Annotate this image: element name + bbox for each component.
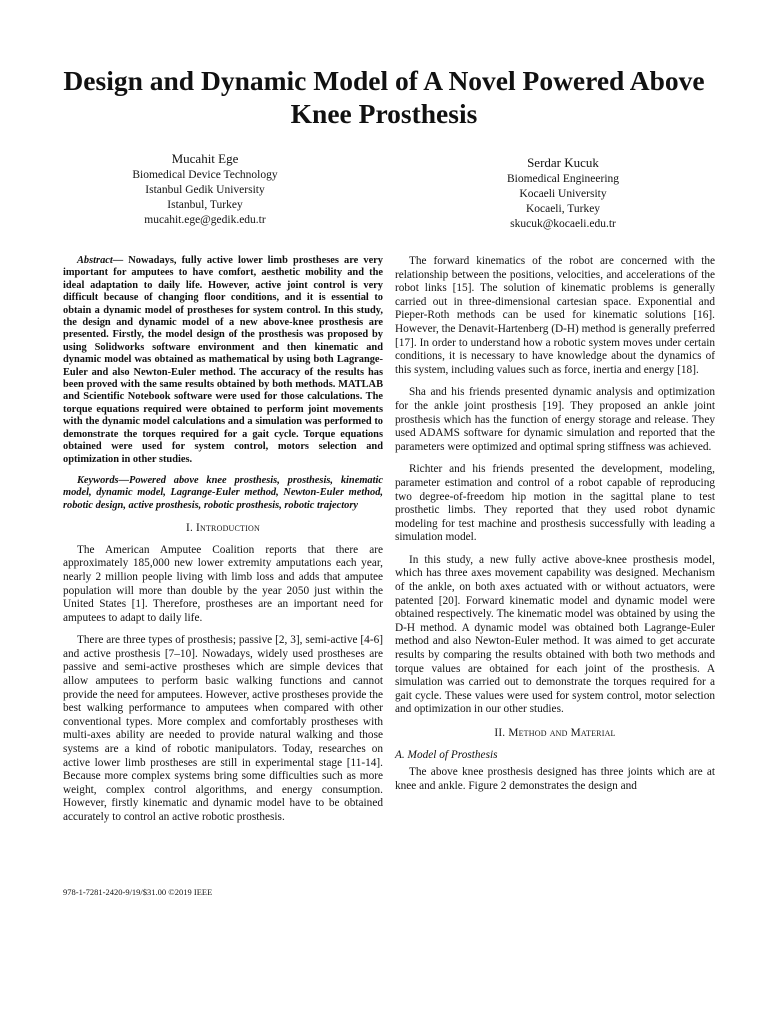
- paragraph: In this study, a new fully active above-knee prosthesis model, which has three axes movement capability was designed. Mechanism of the ankle, on both axes actuated with or without actuators, were patented [20]. Forward kinematic model and dynamic model were obtained respectively. The kinematic model was obtained by using the D-H method. A dynamic model was obtained both Lagrange-Euler method and also Newton-Euler method. It was aimed to get accurate results by comparing the results obtained with both two methods and torque values are obtained for each joint of the prosthesis. A simulation was carried out to demonstrate the torques required for a gait cycle. These values were used for system control, motor selection and optimization in our other studies.: [395, 553, 715, 716]
- section-heading-method: II. Method and Material: [494, 727, 616, 739]
- section-heading-introduction: I. Introduction: [186, 522, 260, 535]
- author-department: Biomedical Engineering: [506, 173, 620, 185]
- author-block-1: [100, 150, 310, 228]
- paragraph: The above knee prosthesis designed has three joints which are at knee and ankle. Figure 2 demonstrates the design and: [395, 766, 715, 792]
- paragraph: Richter and his friends presented the development, modeling, parameter estimation and control of a robot capable of reproducing two degree-of-freedom hip motion in the sagittal plane to test prosthetic limbs. They reported that they used robot dynamic modeling for test machine and prosthesis successfully with leading a simulation model.: [395, 463, 715, 544]
- keywords-text: —Powered above knee prosthesis, prosthesis, kinematic model, dynamic model, Lagrange-Euler method, Newton-Euler method, robotic design, active prosthesis, robotic prosthesis, robotic trajectory: [63, 474, 383, 511]
- copyright-footer: 978-1-7281-2420-9/19/$31.00 ©2019 IEEE: [63, 887, 213, 897]
- author-name: Serdar Kucuk: [527, 155, 599, 170]
- right-column: [395, 255, 715, 802]
- abstract-lead: Abstract: [77, 255, 113, 266]
- subsection-heading: A. Model of Prosthesis: [395, 748, 498, 761]
- author-institution: Kocaeli University: [519, 188, 607, 200]
- paragraph: There are three types of prosthesis; passive [2, 3], semi-active [4-6] and active prosthesis [7–10]. Nowadays, widely used prostheses are passive and semi-active prostheses which are simple devices that allow amputees to perform basic walking functions and cannot provide the need for amputees. However, active prostheses provide the best walking performance to amputees when compared with other conventional types. More complex and comfortably prostheses with multi-axes ability are needed to provide natural walking and those systems are a kind of robotic manipulators. Today, researches on active lower limb prostheses are still in experimental stage [11-14]. Because more complex systems bring some difficulties such as more weight, complex control algorithms, and energy consumption. However, firstly kinematic and dynamic model have to be obtained accurately to control an active robotic prosthesis.: [63, 634, 383, 823]
- paragraph: The American Amputee Coalition reports that there are approximately 185,000 new lower extremity amputations each year, nearly 2 million people living with limb loss and adds that amputee population will more than double by the year 2050 just within the United States [1]. Therefore, prostheses are an important need for amputees to adapt to daily life.: [63, 543, 383, 624]
- abstract-text: Nowadays, fully active lower limb prostheses are very important for amputees to have comfort, aesthetic mobility and the ideal adaptation to daily life. However, active joint control is very difficult because of changing floor conditions, and it is essential to obtain a dynamic model of prostheses for system control. In this study, the design and dynamic model of a new above-knee prosthesis are presented. Firstly, the model design of the prosthesis was proposed by using Solidworks software environment and then kinematic and dynamic model was obtained as mathematical by using both Lagrange-Euler and also Newton-Euler method. The accuracy of the results has been proved with the same results obtained by both methods. MATLAB and Scientific Notebook software were used for those calculations. The torque equations required were obtained to perform joint movements with the dynamic model calculations and a simulation was performed to demonstrate the torques required for a gait cycle. Torque equations obtained were used for system control, motors selection and optimization in other studies.: [63, 255, 383, 465]
- paper-title: Design and Dynamic Model of A Novel Powered Above Knee Prosthesis: [63, 65, 705, 129]
- keywords-lead: Keywords: [77, 474, 119, 486]
- paragraph: Sha and his friends presented dynamic analysis and optimization for the ankle joint prosthesis [19]. They proposed an ankle joint prosthesis which has the function of energy storage and release. They used ADAMS software for dynamic simulation and reported that the parameters were optimized and optimal spring stiffness was achieved.: [395, 386, 715, 453]
- abstract-dash: —: [112, 255, 129, 266]
- author-department: Biomedical Device Technology: [132, 169, 278, 181]
- author-location: Istanbul, Turkey: [167, 199, 243, 211]
- author-location: Kocaeli, Turkey: [525, 203, 601, 215]
- author-email: skucuk@kocaeli.edu.tr: [510, 218, 616, 230]
- author-name: Mucahit Ege: [171, 151, 239, 166]
- keywords: [63, 475, 383, 512]
- author-institution: Istanbul Gedik University: [145, 184, 265, 196]
- paragraph: The forward kinematics of the robot are concerned with the relationship between the positions, velocities, and accelerations of the robot links [15]. The solution of kinematic problems is generally carried out in three-dimensional cartesian space. Exponential and Pieper-Roth methods can be used for kinematic solutions [16]. However, the Denavit-Hartenberg (D-H) method is generally preferred [17]. In order to understand how a robotic system moves under certain conditions, it is necessary to have knowledge about the dynamics of this system, including values such as force, inertia and energy [18].: [395, 255, 715, 376]
- left-column: [63, 255, 383, 834]
- abstract: [63, 255, 383, 466]
- author-email: mucahit.ege@gedik.edu.tr: [144, 214, 266, 226]
- author-block-2: [458, 154, 668, 232]
